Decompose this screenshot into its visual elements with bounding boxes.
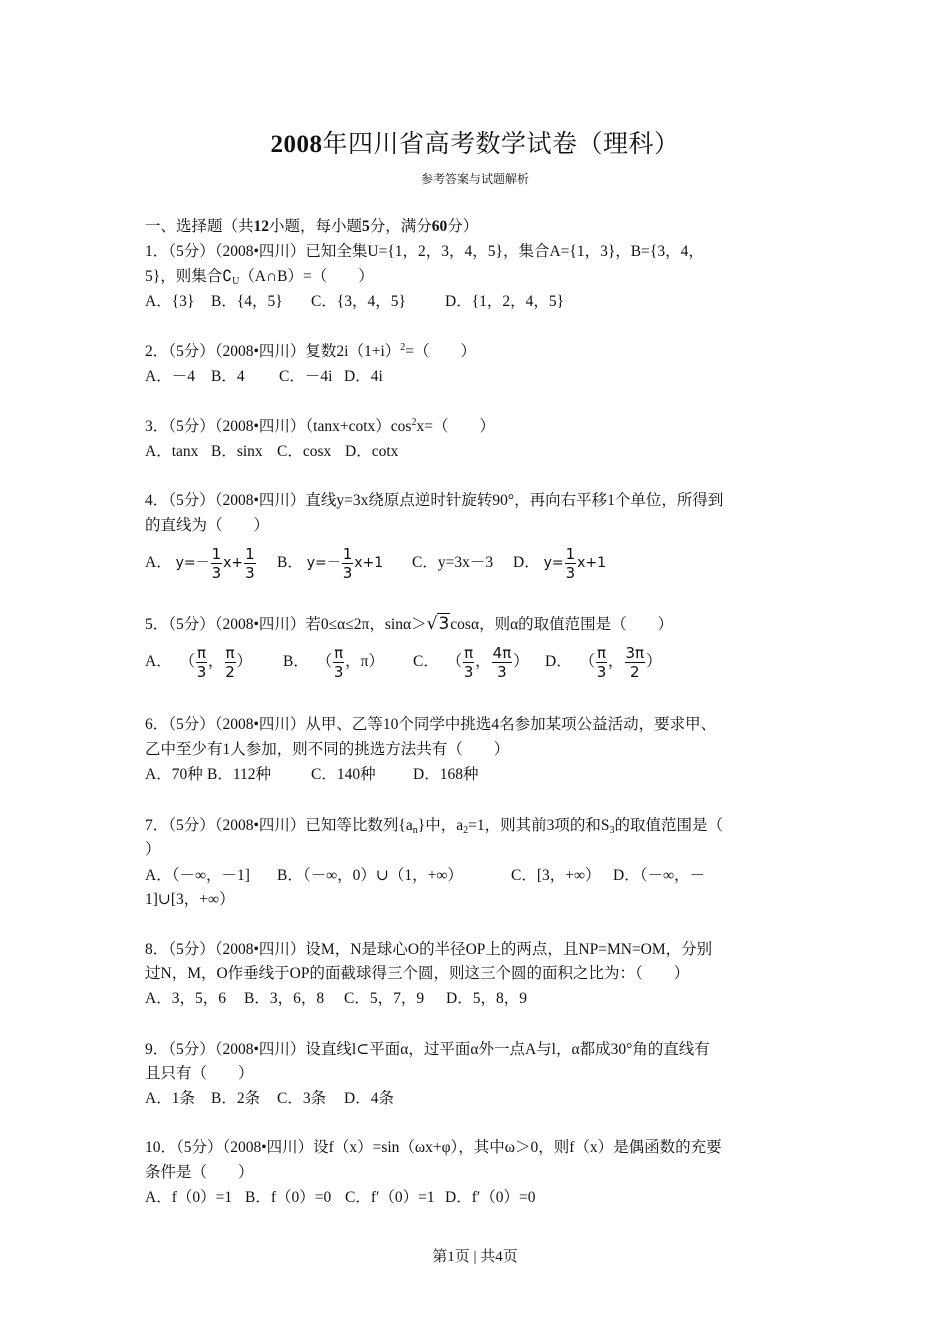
total-pages: 4	[495, 1249, 503, 1265]
denominator: 3	[342, 563, 353, 582]
option-d[interactable]: D．f′（0）=0	[445, 1189, 536, 1206]
numerator: π	[596, 643, 606, 662]
option-d[interactable]: D．168种	[413, 766, 479, 783]
section-text: 分，满分	[369, 218, 432, 235]
numerator: 1	[565, 544, 576, 563]
footer-text: 页 | 共	[454, 1249, 496, 1265]
section-text: 一、选择题（共	[145, 218, 254, 235]
option-b[interactable]: B．{4，5}	[211, 293, 283, 310]
question-stem	[145, 814, 723, 838]
math-text: x+	[223, 555, 244, 571]
question-stem: 8．（5分）（2008•四川）设M，N是球心O的半径OP上的两点，且NP=MN=OM，分别	[145, 941, 713, 958]
title-year: 2008	[270, 131, 323, 158]
option-d[interactable]: D．5，8，9	[446, 990, 527, 1007]
option-c[interactable]: C．cosx	[277, 443, 332, 460]
fraction	[492, 644, 513, 681]
option-a[interactable]: A．f（0）=1	[145, 1189, 233, 1206]
option-d[interactable]: D．4条	[344, 1090, 394, 1107]
option-a[interactable]: A．{3}	[145, 293, 195, 310]
question-stem: 1．（5分）（2008•四川）已知全集U={1，2，3，4，5}，集合A={1，3}，B={3，4，	[145, 243, 704, 260]
option-d-continuation: 1]∪[3，+∞）	[145, 891, 235, 908]
fraction	[333, 644, 344, 681]
option-label: B．	[277, 554, 303, 571]
option-c[interactable]: C．{3，4，5}	[311, 293, 406, 310]
option-b[interactable]	[277, 543, 383, 583]
option-label: C．	[412, 554, 438, 571]
stem-text: 5．（5分）（2008•四川）若0≤α≤2π，sinα＞	[145, 616, 427, 633]
fraction	[342, 545, 354, 582]
option-text: y=3x－3	[437, 554, 494, 571]
denominator: 3	[211, 563, 222, 582]
denominator: 3	[463, 662, 474, 681]
numerator: π	[196, 643, 206, 662]
fraction	[196, 644, 207, 681]
denominator: 3	[497, 662, 507, 681]
stem-text: 2．（5分）（2008•四川）复数2i（1+i）	[145, 343, 401, 360]
question-stem: 且只有（ ）	[145, 1065, 254, 1082]
total-points: 60	[431, 218, 448, 235]
denominator: 2	[630, 662, 640, 681]
numerator: π	[334, 643, 344, 662]
option-d[interactable]: D．（－∞，－	[613, 867, 705, 884]
subscript: 2	[463, 825, 469, 836]
option-a[interactable]: A．－4	[145, 368, 195, 385]
question-count: 12	[253, 218, 270, 235]
option-c[interactable]: C．5，7，9	[344, 990, 425, 1007]
stem-text: }中，a	[417, 817, 464, 834]
option-b[interactable]: B．112种	[207, 766, 272, 783]
option-a[interactable]: A．（－∞，－1]	[145, 867, 250, 884]
option-c[interactable]: C．f′（0）=1	[345, 1189, 435, 1206]
option-d[interactable]	[513, 543, 606, 583]
denominator: 3	[196, 662, 207, 681]
fraction	[463, 644, 474, 681]
option-label: A．	[145, 653, 172, 670]
footer-text: 页	[502, 1249, 518, 1265]
stem-text: cosα，则α的取值范围是（ ）	[450, 616, 674, 633]
stem-text: x=（ ）	[416, 418, 495, 435]
fraction	[625, 644, 646, 681]
fraction	[225, 644, 236, 681]
option-d[interactable]: D．{1，2，4，5}	[445, 293, 565, 310]
numerator: π	[464, 643, 474, 662]
option-b[interactable]: B． （ $\frac{\pi}{3}$ ，π）	[283, 643, 384, 681]
math-text: y=－	[306, 555, 341, 571]
subscript: 3	[609, 825, 615, 836]
footer-text: 第	[432, 1249, 448, 1265]
section-heading	[145, 215, 478, 239]
option-c[interactable]: C．[3，+∞）	[511, 867, 601, 884]
option-b[interactable]: B．2条	[211, 1090, 261, 1107]
fraction	[596, 644, 607, 681]
denominator: 2	[225, 662, 235, 681]
question-stem: 条件是（ ）	[145, 1164, 254, 1181]
math-text: x+1	[577, 555, 607, 571]
option-a[interactable]	[145, 543, 257, 583]
superscript: 2	[400, 342, 406, 353]
page-subtitle: 参考答案与试题解析	[420, 172, 529, 186]
option-b[interactable]: B．sinx	[211, 443, 263, 460]
page-footer	[0, 1245, 950, 1266]
denominator: 3	[596, 662, 607, 681]
subscript: U	[232, 276, 240, 287]
title-text: 年四川省高考数学试卷（理科）	[322, 131, 680, 158]
stem-text: 5}，则集合∁	[145, 268, 233, 285]
denominator: 3	[565, 563, 576, 582]
question-stem: 10．（5分）（2008•四川）设f（x）=sin（ωx+φ），其中ω＞0，则f（x）是偶函数的充要	[145, 1139, 722, 1156]
math-text: y=－	[175, 555, 210, 571]
option-label: A．	[145, 554, 172, 571]
option-d[interactable]: D． （ $\frac{\pi}{3}$ ， $\frac{3\pi}{2}$ ）	[545, 643, 662, 681]
numerator: 3π	[625, 643, 645, 662]
denominator: 3	[245, 563, 255, 582]
option-c[interactable]: C． （ $\frac{\pi}{3}$ ， $\frac{4\pi}{3}$ ）	[413, 643, 529, 681]
numerator: 1	[245, 544, 255, 563]
option-a[interactable]: A．1条	[145, 1090, 195, 1107]
question-stem: 的直线为（ ）	[145, 517, 270, 534]
stem-text: 的取值范围是（	[614, 817, 723, 834]
stem-text: =1，则其前3项的和S	[468, 817, 610, 834]
option-a[interactable]: A．70种	[145, 766, 203, 783]
option-b[interactable]: B．4	[211, 368, 245, 385]
option-a[interactable]: A．tanx	[145, 443, 199, 460]
option-c[interactable]: C．3条	[277, 1090, 327, 1107]
section-text: 分）	[447, 218, 479, 235]
stem-text: 7．（5分）（2008•四川）已知等比数列{a	[145, 817, 413, 834]
radicand: 3	[438, 614, 450, 634]
option-label: C．	[413, 653, 439, 670]
fraction	[244, 545, 256, 582]
fraction	[565, 545, 577, 582]
option-b[interactable]: B．3，6，8	[244, 990, 325, 1007]
math-text: π	[360, 653, 369, 670]
points-per-question: 5	[362, 218, 370, 235]
math-text: x+1	[354, 555, 384, 571]
option-label: B．	[283, 653, 309, 670]
question-stem: 过N，M，O作垂线于OP的面截球得三个圆，则这三个圆的面积之比为：（ ）	[145, 965, 690, 982]
question-stem	[145, 415, 495, 439]
numerator: π	[225, 643, 235, 662]
question-stem	[145, 612, 673, 636]
fraction	[211, 545, 223, 582]
question-stem: 4．（5分）（2008•四川）直线y=3x绕原点逆时针旋转90°，再向右平移1个单位，所得到	[145, 492, 724, 509]
current-page-number: 1	[447, 1249, 455, 1265]
stem-text: （A∩B）=（ ）	[239, 268, 374, 285]
stem-text: =（ ）	[405, 343, 477, 360]
numerator: 1	[211, 544, 222, 563]
page-title	[0, 124, 950, 160]
option-c[interactable]: C．－4i	[279, 368, 333, 385]
question-stem: 6．（5分）（2008•四川）从甲、乙等10个同学中挑选4名参加某项公益活动，要求甲、	[145, 716, 717, 733]
stem-text: 3．（5分）（2008•四川）（tanx+cotx）cos	[145, 418, 412, 435]
question-stem	[145, 340, 476, 364]
section-text: 小题，每小题	[269, 218, 363, 235]
option-a[interactable]: A．3，5，6	[145, 990, 226, 1007]
option-c[interactable]	[412, 543, 493, 583]
option-b[interactable]: B．f（0）=0	[245, 1189, 332, 1206]
question-stem: ）	[145, 841, 161, 858]
question-stem: 9．（5分）（2008•四川）设直线l⊂平面α，过平面α外一点A与l，α都成30°角的直线有	[145, 1041, 710, 1058]
numerator: 1	[342, 544, 353, 563]
option-a[interactable]: A． （ $\frac{\pi}{3}$ ， $\frac{\pi}{2}$ ）	[145, 643, 253, 681]
subscript: n	[412, 825, 418, 836]
denominator: 3	[333, 662, 344, 681]
superscript: 2	[411, 417, 417, 428]
option-d[interactable]: D．cotx	[345, 443, 399, 460]
option-label: D．	[545, 653, 572, 670]
option-b[interactable]: B．（－∞，0）∪（1，+∞）	[277, 867, 463, 884]
option-c[interactable]: C．140种	[311, 766, 376, 783]
option-label: D．	[513, 554, 540, 571]
question-stem: 乙中至少有1人参加，则不同的挑选方法共有（ ）	[145, 741, 510, 758]
math-text: y=	[543, 555, 564, 571]
option-d[interactable]: D．4i	[344, 368, 383, 385]
numerator: 4π	[492, 643, 512, 662]
question-stem	[145, 265, 374, 289]
square-root: √3	[426, 614, 450, 634]
